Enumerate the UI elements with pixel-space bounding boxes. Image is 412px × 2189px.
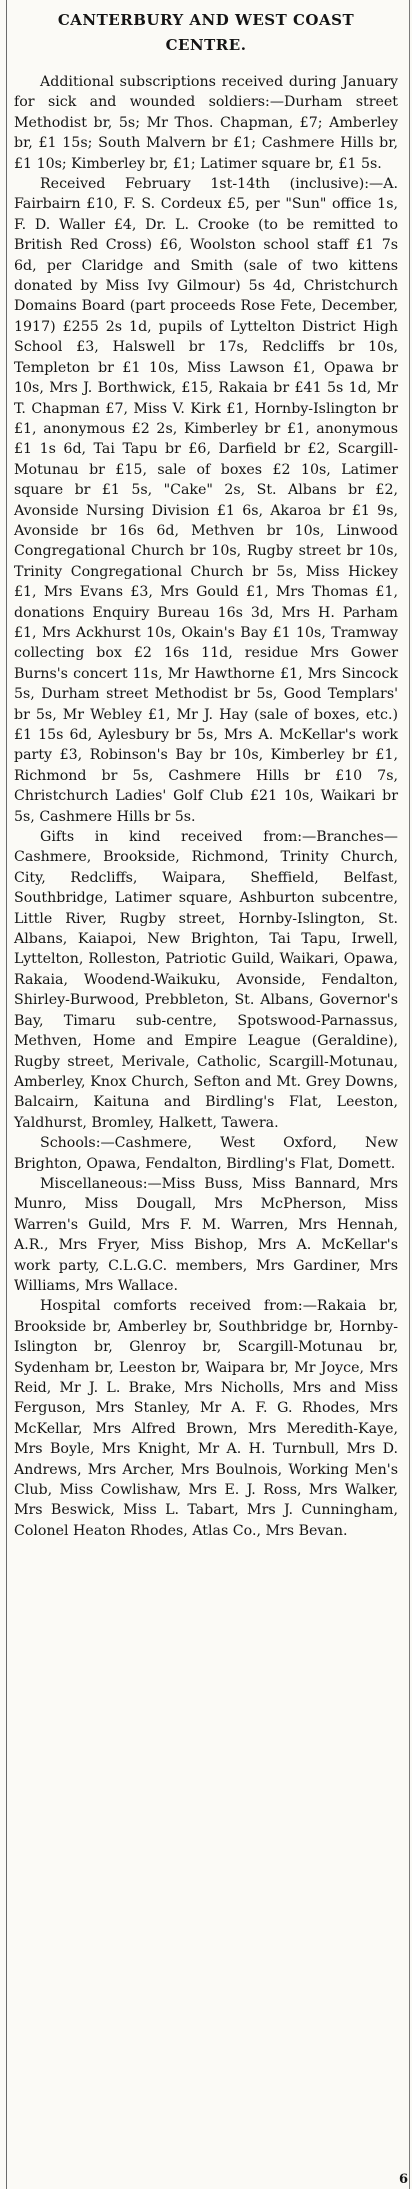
paragraph-miscellaneous: Miscellaneous:—Miss Buss, Miss Bannard, Mrs Munro, Miss Dougall, Mrs McPherson, Miss Warren's Guild, Mrs F. M. Warren, Mrs Hennah, A.R., Mrs Fryer, Miss Bishop, Mrs A. McKellar's work party, C.L.G.C. members, Mrs Gardiner, Mrs Williams, Mrs Wallace. xyxy=(14,1175,398,1294)
article-heading xyxy=(14,8,398,58)
paragraph-february-receipts: Received February 1st-14th (inclusive):—A. Fairbairn £10, F. S. Cordeux £5, per "Sun" office 1s, F. D. Waller £4, Dr. L. Crooke (to be remitted to British Red Cross) £6, Woolston school staff £1 7s 6d, per Claridge and Smith (sale of two kittens donated by Miss Ivy Gilmour) 5s 4d, Christchurch Domains Board (part proceeds Rose Fete, December, 1917) £255 2s 1d, pupils of Lyttelton District High School £3, Halswell br 17s, Redcliffs br 10s, Templeton br £1 10s, Miss Lawson £1, Opawa br 10s, Mrs J. Borthwick, £15, Rakaia br £41 5s 1d, Mr T. Chapman £7, Miss V. Kirk £1, Hornby-Islington br £1, anonymous £2 2s, Kimberley br £1, anonymous £1 1s 6d, Tai Tapu br £6, Darfield br £2, Scargill-Motunau br £15, sale of boxes £2 10s, Latimer square br £1 5s, "Cake" 2s, St. Albans br £2, Avonside Nursing Division £1 6s, Akaroa br £1 9s, Avonside br 16s 6d, Methven br 10s, Linwood Congregational Church br 10s, Rugby street br 10s, Trinity Congregational Church br 5s, Miss Hickey £1, Mrs Evans £3, Mrs Gould £1, Mrs Thomas £1, donations Enquiry Bureau 16s 3d, Mrs H. Parham £1, Mrs Ackhurst 10s, Okain's Bay £1 10s, Tramway collecting box £2 16s 11d, residue Mrs Gower Burns's concert 11s, Mr Hawthorne £1, Mrs Sincock 5s, Durham street Methodist br 5s, Good Templars' br 5s, Mr Webley £1, Mr J. Hay (sale of boxes, etc.) £1 15s 6d, Aylesbury br 5s, Mrs A. McKellar's work party £3, Robinson's Bay br 10s, Kimberley br £1, Richmond br 5s, Cashmere Hills br £10 7s, Christchurch Ladies' Golf Club £21 10s, Waikari br 5s, Cashmere Hills br 5s. xyxy=(14,176,398,825)
paragraph-schools: Schools:—Cashmere, West Oxford, New Brighton, Opawa, Fendalton, Birdling's Flat, Domett. xyxy=(14,1135,398,1172)
heading-line-2: CENTRE. xyxy=(165,36,247,54)
column-rule-left xyxy=(6,0,7,2189)
paragraph-january-subscriptions: Additional subscriptions received during January for sick and wounded soldiers:—Durham street Methodist br, 5s; Mr Thos. Chapman, £7; Amberley br, £1 15s; South Malvern br £1; Cashmere Hills br, £1 10s; Kimberley br, £1; Latimer square br, £1 5s. xyxy=(14,74,398,172)
paragraph-hospital-comforts: Hospital comforts received from:—Rakaia br, Brookside br, Amberley br, Southbridge br, Hornby-Islington br, Glenroy br, Scargill-Motunau br, Sydenham br, Leeston br, Waipara br, Mr Joyce, Mrs Reid, Mr J. L. Brake, Mrs Nicholls, Mrs and Miss Ferguson, Mrs Stanley, Mr A. F. G. Rhodes, Mrs McKellar, Mrs Alfred Brown, Mrs Meredith-Kaye, Mrs Boyle, Mrs Knight, Mr A. H. Turnbull, Mrs D. Andrews, Mrs Archer, Mrs Boulnois, Working Men's Club, Miss Cowlishaw, Mrs E. J. Ross, Mrs Walker, Mrs Beswick, Miss L. Tabart, Mrs J. Cunningham, Colonel Heaton Rhodes, Atlas Co., Mrs Bevan. xyxy=(14,1298,398,1539)
page-mark: 6 xyxy=(398,2172,408,2187)
column-rule-right xyxy=(409,0,410,2189)
heading-line-1: CANTERBURY AND WEST COAST xyxy=(57,11,355,29)
paragraph-gifts-in-kind: Gifts in kind received from:—Branches—Cashmere, Brookside, Richmond, Trinity Church, City, Redcliffs, Waipara, Sheffield, Belfast, Southbridge, Latimer square, Ashburton subcentre, Little River, Rugby street, Hornby-Islington, St. Albans, Kaiapoi, New Brighton, Tai Tapu, Irwell, Lyttelton, Rolleston, Patriotic Guild, Waikari, Opawa, Rakaia, Woodend-Waikuku, Avonside, Fendalton, Shirley-Burwood, Prebbleton, St. Albans, Governor's Bay, Timaru sub-centre, Spotswood-Parnassus, Methven, Home and Empire League (Geraldine), Rugby street, Merivale, Catholic, Scargill-Motunau, Amberley, Knox Church, Sefton and Mt. Grey Downs, Balcairn, Kaituna and Birdling's Flat, Leeston, Yaldhurst, Bromley, Halkett, Tawera. xyxy=(14,829,398,1131)
